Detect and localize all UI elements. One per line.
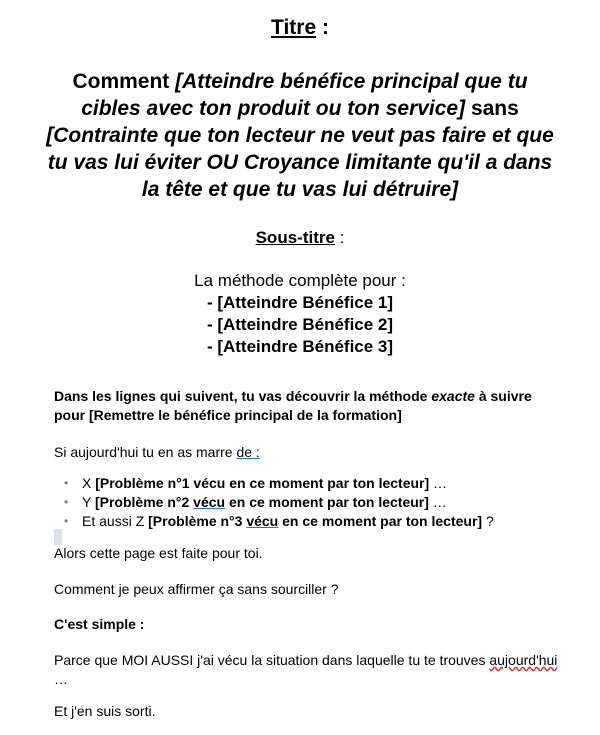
paragraph-alors: Alors cette page est faite pour toi. [54, 545, 263, 561]
subtitle-word: Sous-titre [255, 228, 335, 247]
parce-aujourdhui: aujourd'hui [489, 652, 558, 668]
question-paragraph [54, 443, 564, 462]
intro-paragraph [54, 387, 564, 425]
text-cursor-highlight [54, 529, 62, 545]
headline-benefit: [Atteindre bénéfice principal que tu cibles avec ton produit ou ton service] [81, 70, 528, 120]
method-intro: La méthode complète pour : [194, 271, 406, 290]
problem-bold-end: en ce moment par ton lecteur] [225, 494, 429, 510]
list-item [54, 474, 564, 493]
problem-bold: [Problème n°3 [148, 513, 247, 529]
intro-exact: exacte [431, 388, 475, 404]
intro-part1: Dans les lignes qui suivent, tu vas découvrir la méthode [54, 388, 432, 404]
problem-list [54, 474, 564, 531]
title-word: Titre [271, 16, 317, 39]
question-text: Si aujourd'hui tu en as marre [54, 444, 237, 460]
parce-end: … [54, 671, 68, 687]
headline-lead: Comment [72, 70, 176, 93]
headline-constraint: [Contrainte que ton lecteur ne veut pas faire et que tu vas lui éviter OU Croyance limitante qu'il a dans la tête et que tu vas lui détruire] [46, 124, 554, 201]
method-item: - [Atteindre Bénéfice 2] [206, 315, 394, 334]
list-item [54, 512, 564, 531]
problem-prefix: X [82, 475, 96, 491]
problem-prefix: Y [82, 494, 95, 510]
question-de: de : [236, 444, 260, 460]
list-item [54, 493, 564, 512]
paragraph-sorti: Et j'en suis sorti. [54, 703, 156, 719]
method-item: - [Atteindre Bénéfice 1] [206, 293, 394, 312]
paragraph-simple: C'est simple : [54, 616, 145, 632]
subtitle [0, 228, 600, 248]
problem-vecu: vécu [193, 494, 226, 510]
bullet-icon: • [64, 476, 69, 490]
parce-text: Parce que MOI AUSSI j'ai vécu la situation dans laquelle tu te trouves [54, 652, 490, 668]
paragraph-parce [54, 651, 564, 689]
problem-vecu: vécu [246, 513, 279, 529]
problem-prefix: Et aussi Z [82, 513, 149, 529]
subtitle-suffix: : [334, 228, 345, 247]
paragraph-comment: Comment je peux affirmer ça sans sourciller ? [54, 581, 339, 597]
page-title [0, 16, 600, 40]
problem-bold: [Problème n°1 vécu en ce moment par ton lecteur] [95, 475, 430, 491]
headline-mid: sans [465, 97, 519, 120]
title-suffix: : [316, 16, 329, 39]
headline [40, 68, 560, 203]
bullet-icon: • [64, 495, 69, 509]
intro-part2: à suivre pour [Remettre le bénéfice principal de la formation] [54, 388, 532, 423]
problem-suffix: ? [482, 513, 494, 529]
method-item: - [Atteindre Bénéfice 3] [206, 337, 394, 356]
problem-suffix: … [428, 494, 447, 510]
problem-suffix: … [429, 475, 448, 491]
bullet-icon: • [64, 514, 69, 528]
problem-bold: [Problème n°2 [94, 494, 194, 510]
method-block [0, 270, 600, 358]
problem-bold-end: en ce moment par ton lecteur] [278, 513, 483, 529]
